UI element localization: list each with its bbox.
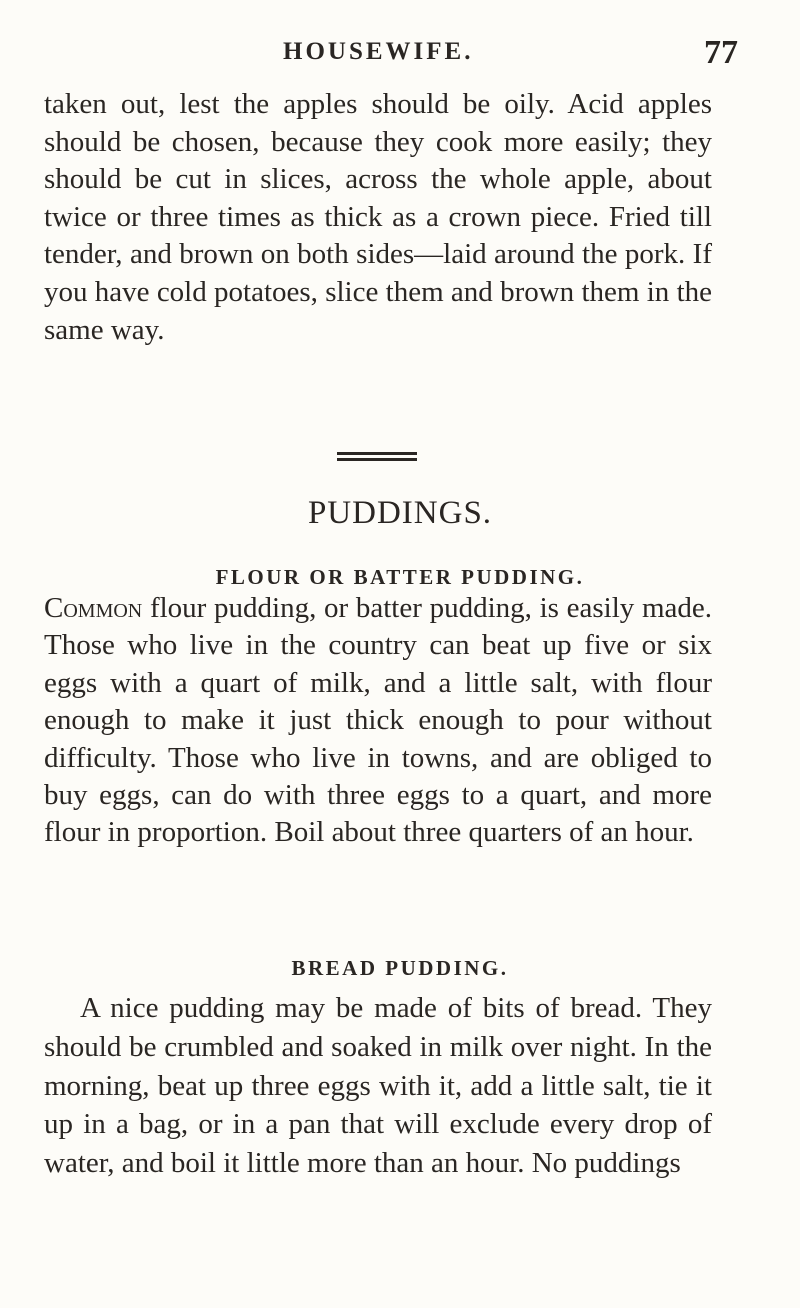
recipe-paragraph	[44, 590, 712, 852]
section-title: PUDDINGS.	[307, 495, 493, 531]
page-number: 77	[704, 34, 738, 71]
recipe-paragraph	[44, 989, 712, 1183]
recipe-body-text: flour pudding, or batter pudding, is easily made. Those who live in the country can beat up five or six eggs with a quart of milk, and a little salt, with flour enough to make it just thick enough to pour without difficulty. Those who live in towns, and are obliged to buy eggs, can do with three eggs to a quart, and more flour in proportion. Boil about three quarters of an hour.	[44, 592, 712, 849]
recipe-lead-word: Common	[44, 592, 143, 624]
continued-paragraph	[44, 86, 712, 349]
recipe-body-text: A nice pudding may be made of bits of bread. They should be crumbled and soaked in milk over night. In the morning, beat up three eggs with it, add a little salt, tie it up in a bag, or in a pan that will exclude every drop of water, and boil it little more than an hour. No puddings	[44, 992, 712, 1180]
running-head	[0, 34, 800, 74]
recipe-heading: FLOUR OR BATTER PUDDING.	[215, 565, 585, 589]
running-title: HOUSEWIFE.	[283, 38, 474, 65]
section-divider-top	[337, 452, 417, 455]
paragraph-text: taken out, lest the apples should be oily. Acid apples should be chosen, because they cook more easily; they should be cut in slices, across the whole apple, about twice or three times as thick as a crown piece. Fried till tender, and brown on both sides—laid around the pork. If you have cold potatoes, slice them and brown them in the same way.	[44, 88, 712, 346]
recipe-body	[44, 590, 712, 852]
section-divider-bottom	[337, 458, 417, 461]
recipe-heading: BREAD PUDDING.	[291, 956, 509, 980]
